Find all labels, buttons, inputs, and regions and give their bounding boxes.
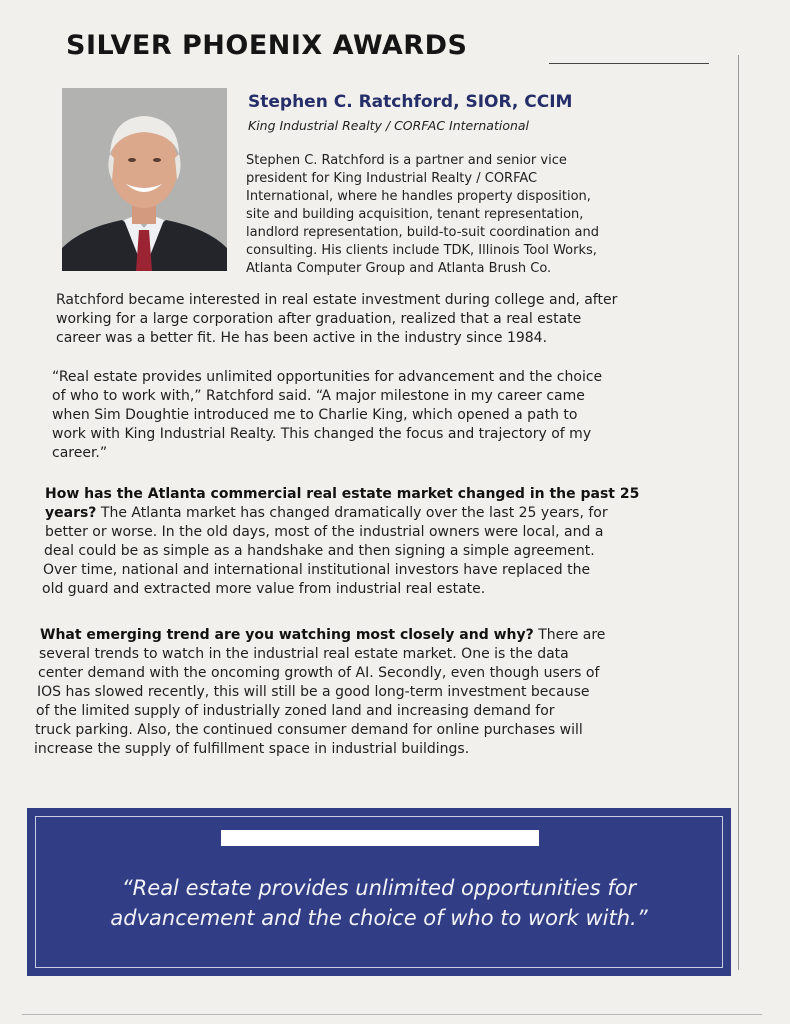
interview-answer: The Atlanta market has changed dramatically over the last 25 years, for [96, 505, 608, 521]
paragraph-line: work with King Industrial Realty. This changed the focus and trajectory of my [52, 426, 592, 442]
bio-line: Stephen C. Ratchford is a partner and senior vice [246, 153, 567, 168]
interview-question: What emerging trend are you watching most closely and why? [40, 627, 534, 643]
interview-question: years? [45, 505, 97, 521]
interview-question: How has the Atlanta commercial real estate market changed in the past 25 [45, 486, 640, 502]
answer-line: better or worse. In the old days, most of the industrial owners were local, and a [45, 524, 604, 540]
answer-line: truck parking. Also, the continued consumer demand for online purchases will [35, 722, 583, 738]
answer-line: of the limited supply of industrially zoned land and increasing demand for [36, 703, 555, 719]
paragraph-line: career.” [52, 445, 108, 461]
paragraph-line: Ratchford became interested in real estate investment during college and, after [56, 292, 618, 308]
question-line [45, 485, 639, 503]
answer-line: old guard and extracted more value from industrial real estate. [42, 581, 486, 597]
answer-line: Over time, national and international institutional investors have replaced the [43, 562, 591, 578]
portrait-illustration [62, 88, 227, 271]
answer-line: IOS has slowed recently, this will still be a good long-term investment because [37, 684, 590, 700]
bottom-rule [22, 1014, 762, 1015]
bio-line: president for King Industrial Realty / CORFAC [246, 171, 538, 186]
bio-line: consulting. His clients include TDK, Illinois Tool Works, [246, 243, 597, 258]
interview-answer: There are [533, 627, 606, 643]
section-header [66, 30, 706, 70]
answer-line: several trends to watch in the industrial real estate market. One is the data [39, 646, 569, 662]
answer-line: center demand with the oncoming growth of AI. Secondly, even though users of [38, 665, 600, 681]
pull-quote-box [27, 808, 731, 976]
section-title: SILVER PHOENIX AWARDS [66, 30, 468, 61]
answer-line: deal could be as simple as a handshake and then signing a simple agreement. [44, 543, 595, 559]
bio-line: site and building acquisition, tenant representation, [246, 207, 584, 222]
answer-line: increase the supply of fulfillment space in industrial buildings. [34, 741, 470, 757]
question-line [40, 626, 605, 644]
bio-line: International, where he handles property disposition, [246, 189, 591, 204]
question-line [45, 504, 608, 522]
profile-name: Stephen C. Ratchford, SIOR, CCIM [248, 92, 573, 112]
paragraph-line: of who to work with,” Ratchford said. “A major milestone in my career came [52, 388, 585, 404]
paragraph-line: career was a better fit. He has been active in the industry since 1984. [56, 330, 548, 346]
pull-quote-line: advancement and the choice of who to work with.” [110, 906, 648, 930]
paragraph-line: working for a large corporation after graduation, realized that a real estate [56, 311, 582, 327]
paragraph-line: “Real estate provides unlimited opportunities for advancement and the choice [52, 369, 603, 385]
profile-affiliation: King Industrial Realty / CORFAC International [248, 118, 530, 133]
paragraph-line: when Sim Doughtie introduced me to Charlie King, which opened a path to [52, 407, 578, 423]
bio-line: Atlanta Computer Group and Atlanta Brush Co. [246, 261, 552, 276]
page-edge [738, 55, 739, 970]
title-rule [549, 63, 709, 64]
pull-quote-line: “Real estate provides unlimited opportunities for [121, 876, 637, 900]
headshot-photo [62, 88, 227, 271]
pull-quote-bar [221, 830, 539, 846]
bio-line: landlord representation, build-to-suit coordination and [246, 225, 599, 240]
